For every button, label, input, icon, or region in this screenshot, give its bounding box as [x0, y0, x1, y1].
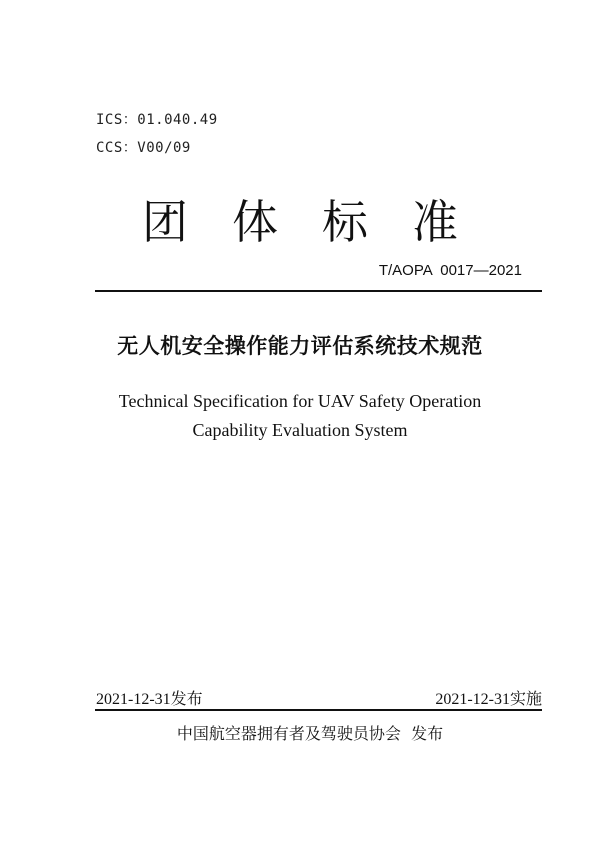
- publish-date: 2021-12-31发布: [96, 691, 203, 708]
- top-divider: [95, 290, 542, 292]
- publisher-line: 中国航空器拥有者及驾驶员协会 发布: [176, 724, 444, 743]
- implement-date: 2021-12-31实施: [435, 691, 542, 708]
- ccs-code: CCS：V00/09: [96, 140, 191, 156]
- title-english-line-1: Technical Specification for UAV Safety Operation: [118, 391, 482, 411]
- bottom-divider: [95, 709, 542, 711]
- title-english-line-2: Capability Evaluation System: [192, 420, 408, 440]
- standard-number: T/AOPA 0017—2021: [378, 262, 522, 279]
- title-chinese: 无人机安全操作能力评估系统技术规范: [117, 334, 483, 358]
- document-type-heading: 团体标准: [142, 195, 502, 249]
- ics-code: ICS：01.040.49: [96, 112, 218, 128]
